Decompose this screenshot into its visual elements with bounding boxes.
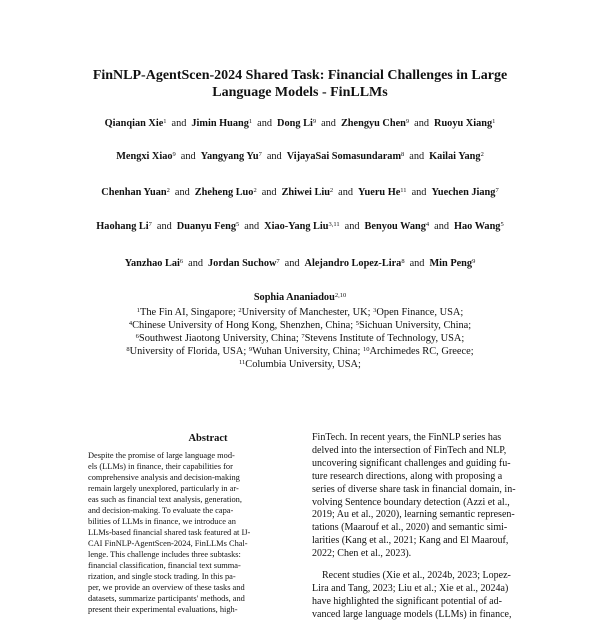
text-line: Despite the promise of large language mod- <box>88 451 235 460</box>
affiliation-text: Chinese University of Hong Kong, Shenzhen, China; <box>132 319 356 331</box>
text-line: rization, and single stock trading. In this pa- <box>88 572 236 581</box>
text-line: eas such as financial text analysis, generation, <box>88 495 242 504</box>
affiliation-text: Columbia University, USA; <box>245 358 361 370</box>
author-separator: and <box>284 258 300 269</box>
author-separator: and <box>414 118 430 129</box>
author-name: Zheheng Luo <box>194 187 254 198</box>
author-affiliation-mark: 1 <box>163 118 167 125</box>
affiliation-mark: 4 <box>128 319 133 327</box>
author-affiliation-mark: 2 <box>166 187 170 194</box>
author-affiliation-mark: 2 <box>329 187 334 194</box>
author-name: Jordan Suchow <box>208 258 277 269</box>
author-row-5 <box>20 258 580 269</box>
text-line: have highlighted the significant potential of ad- <box>312 595 502 607</box>
right-column <box>312 432 530 622</box>
author-name: Dong Li <box>277 118 313 129</box>
author-affiliation-mark: 7 <box>148 221 152 228</box>
author-separator: and <box>266 151 282 162</box>
affiliation-text: Southwest Jiaotong University, China; <box>138 332 302 344</box>
author-affiliation-mark: 4 <box>425 221 430 228</box>
affiliation-mark: 3 <box>373 307 377 314</box>
affiliation-text: University of Florida, USA; <box>129 345 249 357</box>
author-name: Xiao-Yang Liu <box>264 221 329 232</box>
affiliation-mark: 1 <box>136 307 140 314</box>
author-name: Ruoyu Xiang <box>434 118 493 129</box>
author-name: Yuechen Jiang <box>431 187 496 198</box>
author-affiliation-mark: 6 <box>179 258 184 265</box>
author-name: Yueru He <box>358 187 401 198</box>
author-affiliation-mark: 7 <box>258 151 262 158</box>
author-separator: and <box>156 221 172 232</box>
text-line: FinTech. In recent years, the FinNLP series has <box>312 432 502 443</box>
text-line: lenge. This challenge includes three subtasks: <box>88 550 241 559</box>
text-line: remain largely unexplored, particularly in ar- <box>88 484 239 493</box>
author-row-1 <box>20 118 580 129</box>
affiliation-line <box>40 307 560 320</box>
author-row-2 <box>20 151 580 162</box>
author-affiliation-mark: 9 <box>312 118 317 125</box>
affiliation-text: Open Finance, USA; <box>376 307 464 318</box>
affiliation-text: University of Manchester, UK; <box>241 307 374 318</box>
affiliation-mark: 10 <box>362 345 370 353</box>
author-name: Zhengyu Chen <box>340 118 406 129</box>
author-separator: and <box>409 258 425 269</box>
author-separator: and <box>171 118 187 129</box>
author-separator: and <box>188 258 204 269</box>
author-name: Yangyang Yu <box>200 151 259 162</box>
text-line: vanced large language models (LLMs) in finance, <box>312 608 512 620</box>
author-affiliation-mark: 8 <box>401 258 405 265</box>
author-name: Yanzhao Lai <box>124 258 180 269</box>
author-name: Kailai Yang <box>429 151 481 162</box>
affiliation-mark: 11 <box>239 358 246 366</box>
author-affiliation-mark: 11 <box>400 187 407 194</box>
paragraph-fintech <box>312 432 530 561</box>
author-separator: and <box>244 221 260 232</box>
author-affiliation-mark: 2,10 <box>334 292 347 299</box>
author-separator: and <box>434 221 449 232</box>
author-separator: and <box>338 187 354 198</box>
author-name: Hao Wang <box>454 221 501 232</box>
author-name: Haohang Li <box>96 221 149 232</box>
affiliation-text: Sichuan University, China; <box>359 319 472 331</box>
text-line: comprehensive analysis and decision-making <box>88 473 240 482</box>
text-line: els (LLMs) in finance, their capabilities for <box>88 462 233 471</box>
author-separator: and <box>321 118 336 129</box>
title-line-2: Language Models - FinLLMs <box>212 85 388 100</box>
author-name: Sophia Ananiadou <box>253 292 335 303</box>
author-name: VijayaSai Somasundaram <box>286 151 402 162</box>
paper-title <box>40 67 560 101</box>
text-line: financial classification, financial text summa- <box>88 561 241 570</box>
affiliation-mark: 8 <box>126 345 130 353</box>
author-name: Qianqian Xie <box>104 118 164 129</box>
affiliation-mark: 9 <box>248 345 253 353</box>
text-line: datasets, summarize participants' methods, and <box>88 594 245 603</box>
author-name: Jimin Huang <box>191 118 249 129</box>
author-separator: and <box>344 221 360 232</box>
text-line: uncovering significant challenges and guiding fu- <box>312 457 511 469</box>
author-affiliation-mark: 9 <box>472 258 476 265</box>
affiliation-mark: 5 <box>355 319 359 327</box>
text-line: present their experimental evaluations, high- <box>88 605 238 614</box>
text-line: 2022; Chen et al., 2023). <box>312 548 412 560</box>
author-separator: and <box>257 118 273 129</box>
author-affiliation-mark: 7 <box>276 258 280 265</box>
author-affiliation-mark: 9 <box>405 118 410 125</box>
text-line: ture research directions, along with proposing a <box>312 470 503 482</box>
author-separator: and <box>174 187 190 198</box>
text-line: CAI FinNLP-AgentScen-2024, FinLLMs Chal- <box>88 539 248 548</box>
author-name: Alejandro Lopez-Lira <box>304 258 402 269</box>
paragraph-recent-studies <box>312 570 530 622</box>
affiliation-line <box>40 346 560 359</box>
affiliation-mark: 6 <box>135 332 139 340</box>
author-affiliation-mark: 3,11 <box>328 221 340 228</box>
text-line: series of diverse share task in financial domain, in- <box>312 483 516 495</box>
author-separator: and <box>180 151 196 162</box>
affiliations <box>40 307 560 372</box>
author-row-4 <box>20 221 580 232</box>
author-affiliation-mark: 7 <box>495 187 499 194</box>
text-line: Recent studies (Xie et al., 2024b, 2023; Lopez- <box>322 570 511 582</box>
affiliation-text: The Fin AI, Singapore; <box>139 307 239 318</box>
affiliation-line <box>40 333 560 346</box>
text-line: Lira and Tang, 2023; Liu et al.; Xie et al., 2024a) <box>312 582 509 594</box>
affiliation-text: Archimedes RC, Greece; <box>369 345 474 357</box>
text-line: delved into the intersection of FinTech and NLP, <box>312 444 507 456</box>
author-name: Benyou Wang <box>364 221 426 232</box>
affiliation-text: Stevens Institute of Technology, USA; <box>304 332 465 344</box>
author-name: Min Peng <box>429 258 473 269</box>
affiliation-mark: 2 <box>238 307 242 314</box>
text-line: LLMs-based financial shared task featured at IJ- <box>88 528 251 537</box>
affiliation-line <box>40 320 560 333</box>
author-affiliation-mark: 2 <box>480 151 484 158</box>
author-row-3 <box>20 187 580 198</box>
author-affiliation-mark: 8 <box>401 151 405 158</box>
author-separator: and <box>411 187 427 198</box>
author-name: Duanyu Feng <box>176 221 237 232</box>
abstract-body <box>88 450 276 615</box>
text-line: bilities of LLMs in finance, we introduce an <box>88 517 236 526</box>
author-name: Zhiwei Liu <box>281 187 330 198</box>
author-affiliation-mark: 1 <box>248 118 253 125</box>
text-line: larities (Kang et al., 2021; Kang and El Maarouf, <box>312 535 509 547</box>
author-name: Mengxi Xiao <box>116 151 173 162</box>
affiliation-text: Wuhan University, China; <box>252 345 363 357</box>
author-affiliation-mark: 2 <box>253 187 257 194</box>
author-row-6 <box>20 292 580 303</box>
text-line: and decision-making. To evaluate the capa- <box>88 506 234 515</box>
author-affiliation-mark: 5 <box>236 221 240 228</box>
affiliation-mark: 7 <box>301 332 305 340</box>
abstract-heading: Abstract <box>188 433 228 444</box>
author-affiliation-mark: 5 <box>500 221 504 228</box>
author-separator: and <box>261 187 277 198</box>
author-affiliation-mark: 9 <box>172 151 176 158</box>
author-separator: and <box>409 151 425 162</box>
affiliation-line <box>40 359 560 372</box>
title-line-1: FinNLP-AgentScen-2024 Shared Task: Financial Challenges in Large <box>92 68 508 83</box>
author-affiliation-mark: 1 <box>492 118 496 125</box>
text-line: per, we provide an overview of these tasks and <box>88 583 245 592</box>
author-name: Chenhan Yuan <box>101 187 167 198</box>
text-line: 2019; Au et al., 2020), learning semantic represen- <box>312 509 515 521</box>
text-line: tations (Maarouf et al., 2020) and semantic simi- <box>312 522 508 534</box>
text-line: volving Sentence boundary detection (Azzi et al., <box>312 496 510 508</box>
